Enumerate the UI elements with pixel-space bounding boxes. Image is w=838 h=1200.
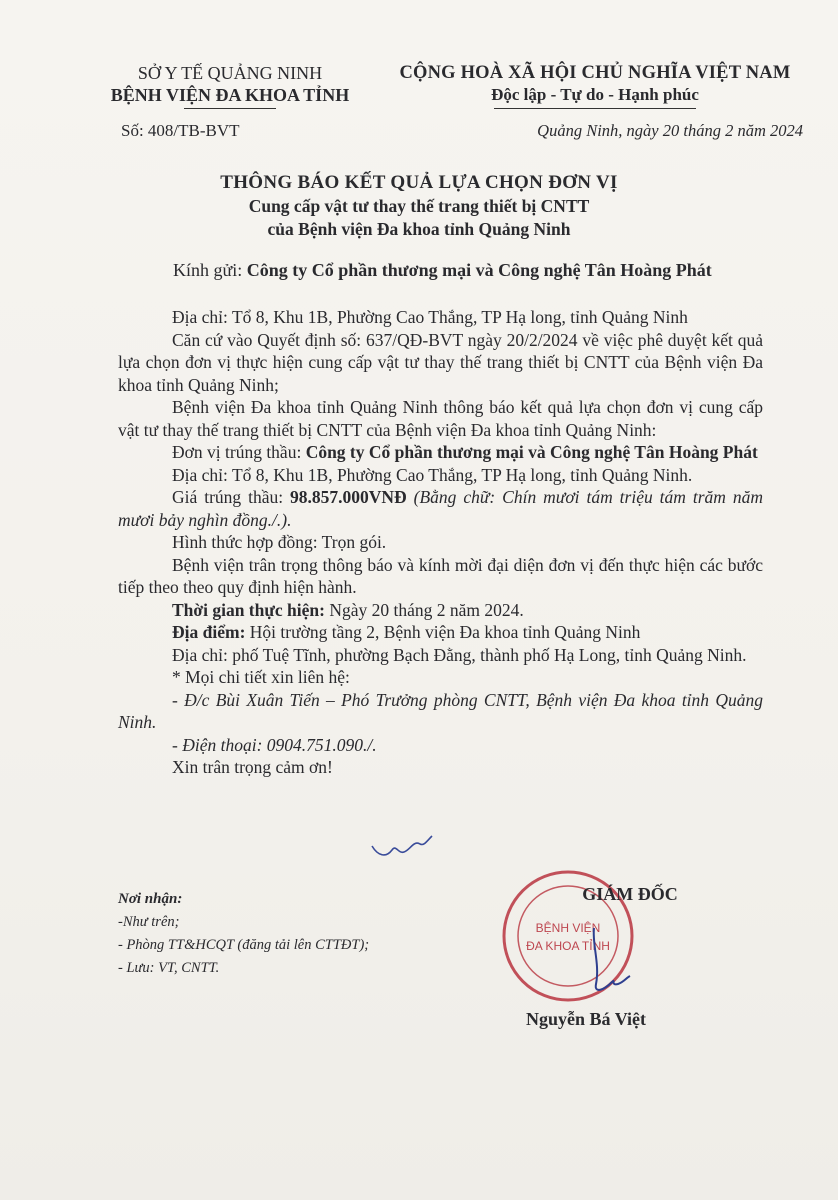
- title-line-1: THÔNG BÁO KẾT QUẢ LỰA CHỌN ĐƠN VỊ: [220, 172, 618, 193]
- recipient-label: Kính gửi:: [173, 260, 247, 280]
- announcement: Bệnh viện Đa khoa tỉnh Quảng Ninh thông báo kết quả lựa chọn đơn vị cung cấp vật tư thay thế trang thiết bị CNTT của Bệnh viện Đa khoa tỉnh Quảng Ninh:: [118, 397, 763, 440]
- thanks: Xin trân trọng cảm ơn!: [172, 757, 333, 777]
- recipients-item: - Phòng TT&HCQT (đăng tải lên CTTĐT);: [118, 937, 370, 953]
- place-line: [118, 621, 763, 644]
- venue-address: Địa chỉ: phố Tuệ Tĩnh, phường Bạch Đằng, thành phố Hạ Long, tỉnh Quảng Ninh.: [172, 644, 747, 665]
- contact-person: - Đ/c Bùi Xuân Tiến – Phó Trưởng phòng CNTT, Bệnh viện Đa khoa tỉnh Quảng Ninh.: [118, 689, 763, 732]
- price-label: Giá trúng thầu:: [172, 487, 291, 507]
- document-number: Số: 408/TB-BVT: [121, 121, 240, 140]
- title-line-3: của Bệnh viện Đa khoa tỉnh Quảng Ninh: [267, 219, 571, 239]
- document-body: [118, 306, 763, 779]
- time-value: Ngày 20 tháng 2 năm 2024.: [329, 599, 524, 620]
- issuer-underline: [184, 108, 276, 109]
- legal-basis: Căn cứ vào Quyết định số: 637/QĐ-BVT ngày 20/2/2024 về việc phê duyệt kết quả lựa chọn đơn vị thực hiện cung cấp vật tư thay thế trang thiết bị CNTT của Bệnh viện Đa khoa tỉnh Quảng Ninh;: [118, 329, 763, 395]
- price-value: 98.857.000VNĐ: [290, 487, 407, 507]
- winner-name: Công ty Cổ phần thương mại và Công nghệ Tân Hoàng Phát: [305, 442, 758, 462]
- contract-type: Hình thức hợp đồng: Trọn gói.: [172, 532, 387, 552]
- recipients-item: -Như trên;: [118, 914, 180, 930]
- place-value: Hội trường tầng 2, Bệnh viện Đa khoa tỉnh Quảng Ninh: [249, 622, 641, 642]
- price-words: (Bằng chữ: Chín mươi tám triệu tám trăm năm mươi bảy nghìn đồng./.).: [118, 487, 764, 530]
- place-label: Địa điểm:: [172, 622, 250, 642]
- signer-title: GIÁM ĐỐC: [582, 884, 678, 904]
- recipients-heading: Nơi nhận:: [118, 891, 183, 907]
- stamp-line-1: BỆNH VIỆN: [535, 921, 601, 935]
- price-line: [118, 486, 763, 531]
- recipients-list: [118, 888, 369, 980]
- initial-flourish: [368, 828, 438, 864]
- signer-name: Nguyễn Bá Việt: [526, 1009, 647, 1029]
- document-title: [0, 171, 838, 241]
- recipients-item: - Lưu: VT, CNTT.: [118, 960, 220, 976]
- contact-heading: * Mọi chi tiết xin liên hệ:: [172, 667, 350, 687]
- motto-underline: [494, 108, 696, 109]
- company-address: Địa chỉ: Tổ 8, Khu 1B, Phường Cao Thắng, TP Hạ long, tỉnh Quảng Ninh: [172, 307, 688, 327]
- handwritten-signature: [574, 924, 634, 1004]
- document-date: Quảng Ninh, ngày 20 tháng 2 năm 2024: [537, 121, 803, 140]
- recipient-name: Công ty Cổ phần thương mại và Công nghệ Tân Hoàng Phát: [246, 260, 712, 280]
- winner-address: Địa chỉ: Tổ 8, Khu 1B, Phường Cao Thắng, TP Hạ long, tỉnh Quảng Ninh.: [172, 464, 693, 485]
- stamp-line-2: ĐA KHOA TỈNH: [526, 939, 610, 953]
- issuer-hospital: BỆNH VIỆN ĐA KHOA TỈNH: [110, 85, 350, 105]
- winner-label: Đơn vị trúng thầu:: [172, 442, 306, 462]
- national-motto: Độc lập - Tự do - Hạnh phúc: [491, 85, 699, 104]
- title-line-2: Cung cấp vật tư thay thế trang thiết bị CNTT: [248, 196, 590, 216]
- contact-phone: - Điện thoại: 0904.751.090./.: [172, 734, 377, 755]
- invitation: Bệnh viện trân trọng thông báo và kính mời đại diện đơn vị đến thực hiện các bước tiếp theo theo quy định hiện hành.: [118, 554, 763, 597]
- time-line: [118, 599, 763, 622]
- issuer-department: SỞ Y TẾ QUẢNG NINH: [137, 63, 323, 83]
- recipient-line: [173, 260, 712, 281]
- national-header: [390, 62, 800, 109]
- time-label: Thời gian thực hiện:: [172, 599, 330, 620]
- winner-line: [118, 441, 763, 464]
- national-name: CỘNG HOÀ XÃ HỘI CHỦ NGHĨA VIỆT NAM: [399, 63, 791, 83]
- issuer-block: [80, 62, 380, 109]
